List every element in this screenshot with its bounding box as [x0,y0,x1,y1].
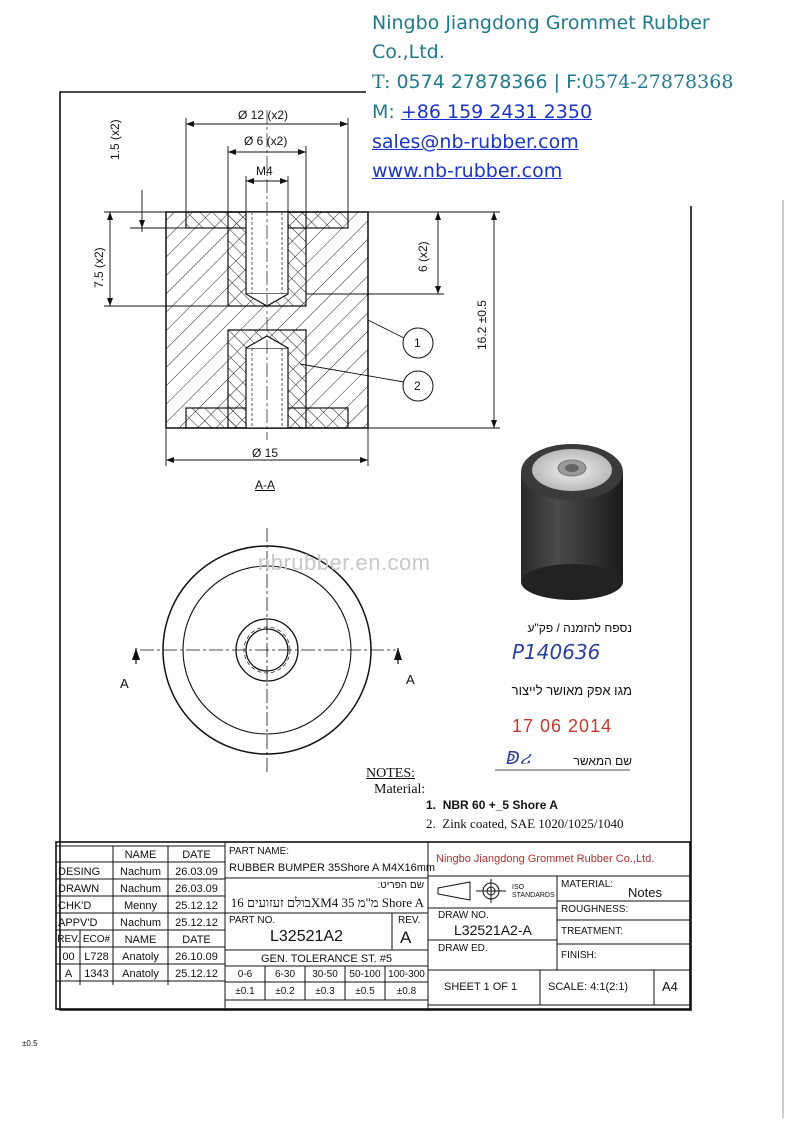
watermark: nbrubber.en.com [258,550,431,575]
notes-item-2: 2. Zink coated, SAE 1020/1025/1040 [426,816,624,831]
sign-date: 26.03.09 [175,883,218,895]
hebrew-part-name: בולם זעזועים 16XM4 מ"מ 35 Shore A [230,895,424,910]
rev-row-rev: 00 [62,951,75,963]
sign-role: DESING [58,866,101,878]
dim-inner-diameter: Ø 6 (x2) [244,134,288,148]
cut-label-left: A [120,676,129,691]
rev-header-date: DATE [182,934,211,946]
rev-row-name: Anatoly [122,968,159,980]
tolerance-value: ±0.1 [235,986,255,997]
sign-date: 25.12.12 [175,917,218,929]
hebrew-name-label: שם הפריט: [377,880,424,891]
sign-header-date: DATE [182,849,211,861]
roughness-label: ROUGHNESS: [561,904,629,915]
section-label: A-A [255,478,276,492]
notes-item-1-text: NBR 60 +_5 Shore A [442,798,558,812]
rev-header-eco: ECO# [82,934,111,945]
stamp-date: 17 06 2014 [512,716,613,736]
mobile-number-link[interactable]: +86 159 2431 2350 [400,101,593,123]
tolerance-value: ±0.5 [355,986,375,997]
sign-role: DRAWN [58,883,100,895]
finish-label: FINISH: [561,950,597,961]
tel-number: 0574 27878366 [396,71,548,93]
material-value: Notes [628,885,662,900]
sign-role: CHK'D [58,900,92,912]
iso-label: ISO STANDARDS [512,884,555,899]
dim-base-diameter: Ø 15 [252,446,279,460]
treatment-label: TREATMENT: [561,926,624,937]
material-label: MATERIAL: [561,879,614,890]
tolerance-value: ±0.2 [275,986,295,997]
dim-thread-depth: 6 (x2) [416,241,430,272]
company-name-line1: Ningbo Jiangdong Grommet Rubber [372,12,710,34]
mobile-label: M: [372,101,395,123]
notes-material-label: Material: [374,782,426,797]
notes-heading: NOTES: [366,766,415,781]
tolerance-value: ±0.8 [396,986,417,997]
sign-name: Nachum [120,866,161,878]
sign-name: Menny [123,900,158,912]
cut-label-right: A [406,672,415,687]
rev-row-date: 25.12.12 [175,968,218,980]
margin-note: ±0.5 [22,1039,38,1048]
rev-row-eco: 1343 [84,968,109,980]
paper-size: A4 [662,979,678,994]
tolerance-range: 30-50 [312,969,338,980]
sign-name: Nachum [120,883,161,895]
sheet-info: SHEET 1 OF 1 [444,981,518,993]
balloon-2: 2 [414,379,421,393]
sign-date: 26.03.09 [175,866,218,878]
notes-item-1: 1. NBR 60 +_5 Shore A [426,798,558,812]
fax-number: 0574-27878368 [581,71,734,93]
dim-insert-depth: 7.5 (x2) [92,247,106,288]
product-photo-bumper [521,444,623,600]
scale-info: SCALE: 4:1(2:1) [548,981,629,993]
rev-row-date: 26.10.09 [175,951,218,963]
rev-row-eco: L728 [84,951,109,963]
rev-label: REV. [398,915,421,926]
company-phone-line: T: 0574 27878366 | F:0574-27878368 [372,71,734,93]
company-title-block: Ningbo Jiangdong Grommet Rubber Co.,Ltd. [436,853,655,865]
part-no-label: PART NO. [229,915,276,926]
tolerance-range: 0-6 [237,969,253,980]
dim-thread: M4 [256,164,273,178]
sign-header-name: NAME [124,849,157,861]
draw-number: L32521A2-A [454,922,532,938]
tel-label: T: [372,71,391,93]
sign-name: Nachum [120,917,161,929]
stamp-reference-label: נספח להזמנה / פק"ע [527,621,632,635]
stamp-approved-text: מגו אפק מאושר לייצור [511,683,632,698]
tolerance-value: ±0.3 [315,986,335,997]
company-name-line2: Co.,Ltd. [372,41,445,63]
part-number: L32521A2 [270,928,343,945]
draw-no-label: DRAW NO. [438,910,489,921]
section-view-a-a [104,110,500,466]
dim-outer-diameter: Ø 12 (x2) [238,108,289,122]
sign-role: APPV'D [58,917,98,929]
tolerance-range: 100-300 [388,969,425,980]
sign-date: 25.12.12 [175,900,218,912]
tolerance-range: 6-30 [274,969,295,980]
stamp-signature: ↁሪ [506,748,531,769]
website-link[interactable]: www.nb-rubber.com [372,160,563,182]
part-name: RUBBER BUMPER 35Shore A M4X16mm [229,862,436,874]
balloon-1: 1 [414,336,421,350]
tolerance-label: GEN. TOLERANCE ST. #5 [260,953,393,965]
email-link[interactable]: sales@nb-rubber.com [372,131,579,153]
stamp-reference-value: P140636 [512,640,601,664]
rev-header-rev: REV. [57,934,80,945]
stamp-signer-label: שם המאשר [573,754,632,768]
rev-row-rev: A [64,968,73,980]
rev-value: A [400,928,412,947]
dim-height: 16.2 ±0.5 [475,300,489,350]
rev-row-name: Anatoly [122,951,159,963]
rev-header-name: NAME [124,934,157,946]
dim-top-step: 1.5 (x2) [108,119,122,160]
notes-item-2-text: Zink coated, SAE 1020/1025/1040 [442,816,624,831]
fax-label: F: [566,71,582,93]
projection-symbol [438,879,506,903]
part-name-label: PART NAME: [229,846,290,857]
tolerance-range: 50-100 [349,969,381,980]
draw-ed-label: DRAW ED. [438,943,488,954]
